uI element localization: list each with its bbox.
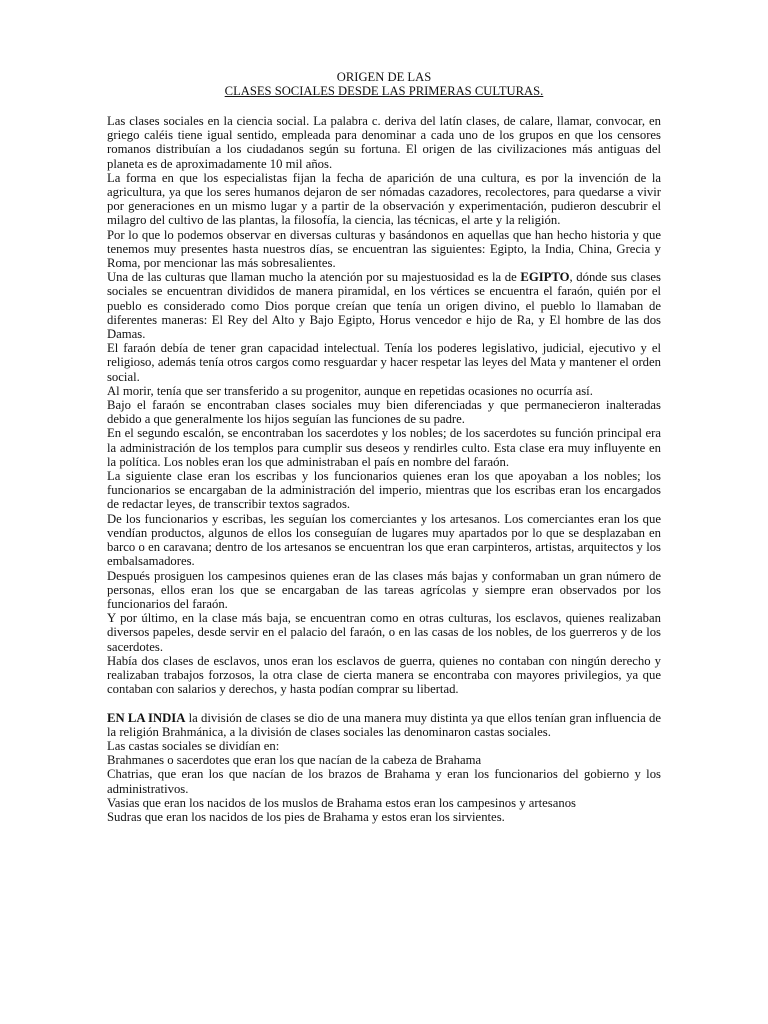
paragraph: De los funcionarios y escribas, les seguían los comerciantes y los artesanos. Los comerciantes eran los que vendían productos, algunos de ellos los conseguían de lugares muy apartados por lo que se desplazaban en barco o en caravana; dentro de los artesanos se encuentran los que eran carpinteros, artistas, arquitectos y los embalsamadores. [107,511,661,569]
list-item: Brahmanes o sacerdotes que eran los que nacían de la cabeza de Brahama [107,753,482,768]
document-title [107,70,661,98]
paragraph: El faraón debía de tener gran capacidad intelectual. Tenía los poderes legislativo, judicial, ejecutivo y el religioso, además tenía otros cargos como resguardar y hacer respetar las leyes del Mata y mantener el orden social. [107,341,661,384]
document-body [107,114,661,824]
bold-heading-india: EN LA INDIA [107,710,186,725]
paragraph: Había dos clases de esclavos, unos eran los esclavos de guerra, quienes no contaban con ningún derecho y realizaban trabajos forzosos, la otra clase de cierta manera se encontraba con mayores privilegios, ya que contaban con salarios y derechos, y hasta podían comprar su libertad. [107,653,661,697]
bold-heading-egipto: EGIPTO [520,270,570,285]
title-line-1: ORIGEN DE LAS [336,70,432,84]
paragraph: Al morir, tenía que ser transferido a su progenitor, aunque en repetidas ocasiones no ocurría así. [107,383,593,398]
title-line-2: CLASES SOCIALES DESDE LAS PRIMERAS CULTURAS. [224,84,544,98]
paragraph-india [107,711,661,739]
paragraph: Por lo que lo podemos observar en diversas culturas y basándonos en aquellas que han hecho historia y que tenemos muy presentes hasta nuestros días, se encuentran las siguientes: Egipto, la India, China, Grecia y Roma, por mencionar las más sobresalientes. [107,227,661,271]
list-item: Vasias que eran los nacidos de los muslos de Brahama estos eran los campesinos y artesanos [107,795,576,810]
paragraph-text: , dónde sus clases sociales se encuentran divididos de manera piramidal, en los vértices se encuentra el faraón, quién por el pueblo es considerado como Dios porque creían que tenía un origen divino, el pueblo lo llamaban de diferentes maneras: El Rey del Alto y Bajo Egipto, Horus vencedor e hijo de Ra, y El hombre de las dos Damas. [107,270,661,342]
paragraph: Las castas sociales se dividían en: [107,738,280,753]
paragraph-text: la división de clases se dio de una manera muy distinta ya que ellos tenían gran influencia de la religión Brahmánica, a la división de clases sociales las denominaron castas sociales. [107,710,661,739]
paragraph: Las clases sociales en la ciencia social. La palabra c. deriva del latín clases, de calare, llamar, convocar, en griego caléis tiene igual sentido, empleada para denominar a cada uno de los grupos en que los censores romanos distribuían a los ciudadanos según su fortuna. El origen de las civilizaciones más antiguas del planeta es de aproximadamente 10 mil años. [107,114,661,171]
paragraph: Bajo el faraón se encontraban clases sociales muy bien diferenciadas y que permanecieron inalteradas debido a que generalmente los hijos seguían las funciones de su padre. [107,398,661,427]
paragraph-egipto [107,270,661,341]
paragraph: La siguiente clase eran los escribas y los funcionarios quienes eran los que apoyaban a los nobles; los funcionarios se encargaban de la administración del imperio, mientras que los escribas eran los encargados de redactar leyes, de transcribir textos sagrados. [107,469,661,512]
paragraph: En el segundo escalón, se encontraban los sacerdotes y los nobles; de los sacerdotes su función principal era la administración de los templos para cumplir sus deseos y rendirles culto. Esta clase era muy influyente en la política. Los nobles eran los que administraban el país en nombre del faraón. [107,426,661,469]
paragraph: Y por último, en la clase más baja, se encuentran como en otras culturas, los esclavos, quienes realizaban diversos papeles, desde servir en el palacio del faraón, o en las casas de los nobles, de los guerreros y de los sacerdotes. [107,611,661,654]
paragraph-text: Una de las culturas que llaman mucho la atención por su majestuosidad es la de [107,270,521,285]
list-item: Chatrias, que eran los que nacían de los brazos de Brahama y eran los funcionarios del gobierno y los administrativos. [107,767,661,796]
list-item: Sudras que eran los nacidos de los pies de Brahama y estos eran los sirvientes. [107,809,505,824]
paragraph: La forma en que los especialistas fijan la fecha de aparición de una cultura, es por la invención de la agricultura, ya que los seres humanos dejaron de ser nómadas cazadores, recolectores, para quedarse a vivir por generaciones en un mismo lugar y a partir de la observación y experimentación, pudieron descubrir el milagro del cultivo de las plantas, la filosofía, la ciencia, las técnicas, el arte y la religión. [107,170,661,228]
blank-line [107,696,661,710]
paragraph: Después prosiguen los campesinos quienes eran de las clases más bajas y conformaban un gran número de personas, ellos eran los que se encargaban de las tareas agrícolas y siempre eran observados por los funcionarios del faraón. [107,568,661,611]
